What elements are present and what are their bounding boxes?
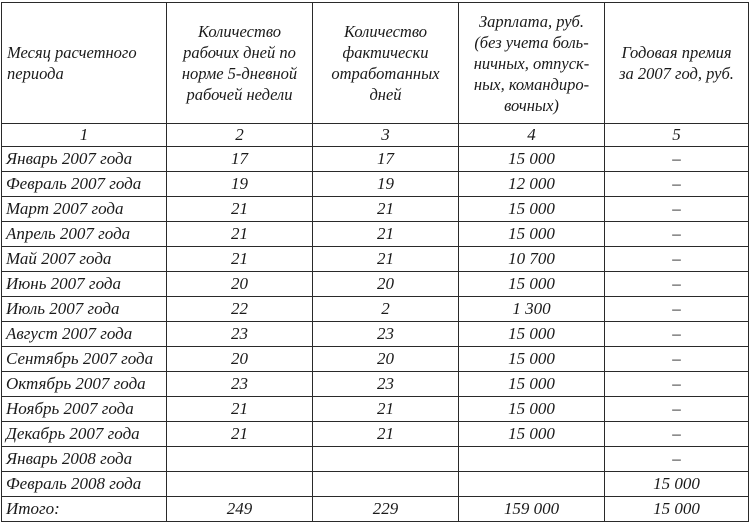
table-row: [2, 422, 749, 447]
bonus-cell: –: [605, 147, 749, 172]
table-body: [2, 147, 749, 522]
table-row: [2, 172, 749, 197]
total-salary: 159 000: [459, 497, 605, 522]
column-number: 2: [167, 124, 313, 147]
header-line: норме 5-дневной: [181, 64, 298, 83]
actual-days-cell: 21: [313, 222, 459, 247]
month-cell: Май 2007 года: [2, 247, 167, 272]
norm-days-cell: 21: [167, 422, 313, 447]
actual-days-cell: 20: [313, 272, 459, 297]
bonus-cell: –: [605, 322, 749, 347]
header-line: отработанных: [331, 64, 440, 83]
month-cell: Январь 2008 года: [2, 447, 167, 472]
header-line: дней: [369, 85, 402, 104]
salary-cell: 1 300: [459, 297, 605, 322]
header-line: Количество: [343, 22, 428, 41]
salary-cell: 15 000: [459, 222, 605, 247]
salary-cell: 15 000: [459, 422, 605, 447]
header-line: ничных, отпуск-: [473, 53, 590, 73]
bonus-cell: –: [605, 297, 749, 322]
bonus-cell: –: [605, 272, 749, 297]
header-line: ных, командиро-: [473, 74, 590, 94]
bonus-cell: –: [605, 347, 749, 372]
month-cell: Декабрь 2007 года: [2, 422, 167, 447]
norm-days-cell: 21: [167, 397, 313, 422]
bonus-cell: –: [605, 197, 749, 222]
header-line: фактически: [342, 43, 429, 62]
actual-days-cell: 21: [313, 197, 459, 222]
header-annual-bonus: [605, 3, 749, 124]
header-line: рабочих дней по: [183, 43, 296, 62]
total-row: [2, 497, 749, 522]
bonus-cell: –: [605, 447, 749, 472]
total-norm-days: 249: [167, 497, 313, 522]
salary-cell: 15 000: [459, 197, 605, 222]
norm-days-cell: 23: [167, 322, 313, 347]
column-number: 1: [2, 124, 167, 147]
bonus-cell: –: [605, 172, 749, 197]
total-label: Итого:: [2, 497, 167, 522]
month-cell: Январь 2007 года: [2, 147, 167, 172]
table-row: [2, 347, 749, 372]
table-row: [2, 472, 749, 497]
norm-days-cell: 21: [167, 197, 313, 222]
column-number: 4: [459, 124, 605, 147]
actual-days-cell: 20: [313, 347, 459, 372]
table-row: [2, 222, 749, 247]
header-month-period: [2, 3, 167, 124]
header-salary: [459, 3, 605, 124]
salary-table-container: [1, 2, 748, 526]
table-row: [2, 297, 749, 322]
table-row: [2, 322, 749, 347]
norm-days-cell: 21: [167, 247, 313, 272]
total-bonus: 15 000: [605, 497, 749, 522]
actual-days-cell: 21: [313, 397, 459, 422]
actual-days-cell: 17: [313, 147, 459, 172]
actual-days-cell: 2: [313, 297, 459, 322]
header-line: Количество: [197, 22, 282, 41]
norm-days-cell: 20: [167, 272, 313, 297]
header-line: за 2007 год, руб.: [619, 64, 734, 83]
salary-cell: 15 000: [459, 272, 605, 297]
column-number-row: [2, 124, 749, 147]
salary-table: [1, 2, 749, 522]
salary-cell: 15 000: [459, 347, 605, 372]
month-cell: Октябрь 2007 года: [2, 372, 167, 397]
salary-cell: 15 000: [459, 147, 605, 172]
header-line: периода: [7, 64, 64, 83]
bonus-cell: –: [605, 372, 749, 397]
salary-cell: 15 000: [459, 397, 605, 422]
header-line: Годовая премия: [621, 43, 732, 62]
actual-days-cell: [313, 472, 459, 497]
month-cell: Апрель 2007 года: [2, 222, 167, 247]
header-norm-workdays: [167, 3, 313, 124]
salary-cell: 10 700: [459, 247, 605, 272]
norm-days-cell: 23: [167, 372, 313, 397]
table-row: [2, 197, 749, 222]
month-cell: Июнь 2007 года: [2, 272, 167, 297]
salary-cell: 15 000: [459, 372, 605, 397]
actual-days-cell: 23: [313, 322, 459, 347]
bonus-cell: –: [605, 247, 749, 272]
table-row: [2, 372, 749, 397]
bonus-cell: 15 000: [605, 472, 749, 497]
month-cell: Февраль 2008 года: [2, 472, 167, 497]
header-line: Зарплата, руб.: [479, 11, 584, 31]
norm-days-cell: [167, 447, 313, 472]
norm-days-cell: 22: [167, 297, 313, 322]
bonus-cell: –: [605, 422, 749, 447]
table-row: [2, 272, 749, 297]
actual-days-cell: 21: [313, 247, 459, 272]
bonus-cell: –: [605, 397, 749, 422]
column-number: 5: [605, 124, 749, 147]
month-cell: Сентябрь 2007 года: [2, 347, 167, 372]
table-row: [2, 147, 749, 172]
norm-days-cell: [167, 472, 313, 497]
salary-cell: [459, 472, 605, 497]
norm-days-cell: 21: [167, 222, 313, 247]
month-cell: Февраль 2007 года: [2, 172, 167, 197]
norm-days-cell: 19: [167, 172, 313, 197]
table-row: [2, 447, 749, 472]
month-cell: Август 2007 года: [2, 322, 167, 347]
month-cell: Март 2007 года: [2, 197, 167, 222]
header-row: [2, 3, 749, 124]
header-line: вочных): [504, 95, 559, 115]
header-actual-workdays: [313, 3, 459, 124]
header-line: Месяц расчетного: [7, 43, 137, 62]
column-number: 3: [313, 124, 459, 147]
actual-days-cell: [313, 447, 459, 472]
table-row: [2, 247, 749, 272]
bonus-cell: –: [605, 222, 749, 247]
header-line: (без учета боль-: [474, 32, 589, 52]
actual-days-cell: 23: [313, 372, 459, 397]
month-cell: Ноябрь 2007 года: [2, 397, 167, 422]
norm-days-cell: 17: [167, 147, 313, 172]
actual-days-cell: 21: [313, 422, 459, 447]
month-cell: Июль 2007 года: [2, 297, 167, 322]
salary-cell: [459, 447, 605, 472]
total-actual-days: 229: [313, 497, 459, 522]
salary-cell: 15 000: [459, 322, 605, 347]
salary-cell: 12 000: [459, 172, 605, 197]
norm-days-cell: 20: [167, 347, 313, 372]
header-line: рабочей недели: [186, 85, 293, 104]
table-row: [2, 397, 749, 422]
actual-days-cell: 19: [313, 172, 459, 197]
